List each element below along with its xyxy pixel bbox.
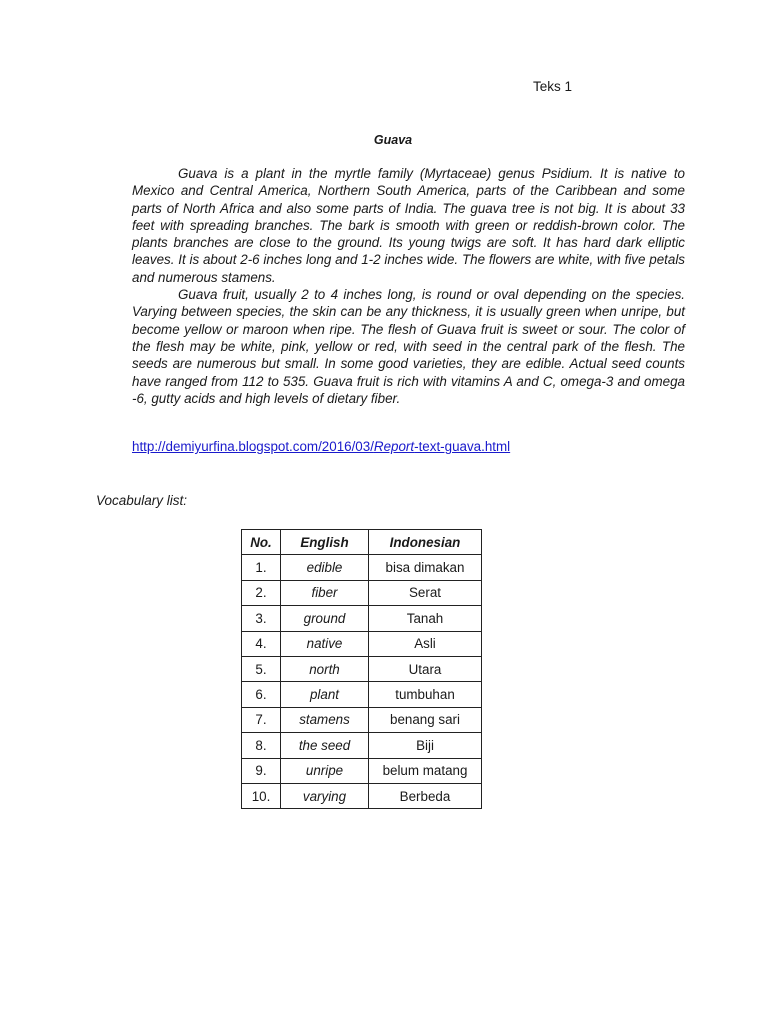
cell-no: 7. — [242, 707, 281, 732]
table-row — [242, 580, 482, 605]
cell-english: edible — [281, 555, 369, 580]
table-header-row — [242, 530, 482, 555]
cell-indonesian: benang sari — [369, 707, 482, 732]
cell-indonesian: bisa dimakan — [369, 555, 482, 580]
source-link-base: http://demiyurfina.blogspot.com/2016/03/ — [132, 439, 374, 454]
vocabulary-table — [241, 529, 482, 809]
cell-no: 6. — [242, 682, 281, 707]
cell-indonesian: Asli — [369, 631, 482, 656]
cell-english: the seed — [281, 733, 369, 758]
table-row — [242, 707, 482, 732]
table-row — [242, 682, 482, 707]
table-row — [242, 606, 482, 631]
source-link-report: Report — [373, 439, 415, 454]
vocabulary-heading: Vocabulary list: — [96, 493, 188, 508]
source-link[interactable] — [132, 439, 510, 454]
cell-english: varying — [281, 783, 369, 808]
cell-english: stamens — [281, 707, 369, 732]
cell-english: ground — [281, 606, 369, 631]
cell-english: native — [281, 631, 369, 656]
cell-indonesian: tumbuhan — [369, 682, 482, 707]
table-row — [242, 733, 482, 758]
table-row — [242, 656, 482, 681]
column-header-english: English — [281, 530, 369, 555]
cell-no: 9. — [242, 758, 281, 783]
cell-no: 1. — [242, 555, 281, 580]
article-body — [132, 165, 685, 407]
cell-no: 8. — [242, 733, 281, 758]
cell-indonesian: Serat — [369, 580, 482, 605]
cell-indonesian: belum matang — [369, 758, 482, 783]
cell-english: north — [281, 656, 369, 681]
cell-no: 10. — [242, 783, 281, 808]
text-number-label: Teks 1 — [533, 79, 573, 94]
cell-english: fiber — [281, 580, 369, 605]
paragraph-description: Guava is a plant in the myrtle family (Myrtaceae) genus Psidium. It is native to Mexico and Central America, Northern South America, parts of the Caribbean and some parts of North Africa and also some parts of India. The guava tree is not big. It is about 33 feet with spreading branches. The bark is smooth with green or reddish-brown color. The plants branches are close to the ground. Its young twigs are soft. It has hard dark elliptic leaves. It is about 2-6 inches long and 1-2 inches wide. The flowers are white, with five petals and numerous stamens. — [132, 166, 685, 285]
table-row — [242, 631, 482, 656]
table-row — [242, 555, 482, 580]
cell-indonesian: Biji — [369, 733, 482, 758]
cell-indonesian: Utara — [369, 656, 482, 681]
source-link-suffix: -text-guava.html — [414, 439, 511, 454]
column-header-no: No. — [242, 530, 281, 555]
cell-no: 4. — [242, 631, 281, 656]
cell-no: 5. — [242, 656, 281, 681]
cell-english: plant — [281, 682, 369, 707]
column-header-indonesian: Indonesian — [369, 530, 482, 555]
document-title: Guava — [373, 133, 413, 147]
paragraph-fruit: Guava fruit, usually 2 to 4 inches long, is round or oval depending on the species. Varying between species, the skin can be any thickness, it is usually green when unripe, but become yellow or maroon when ripe. The flesh of Guava fruit is sweet or sour. The color of the flesh may be white, pink, yellow or red, with seed in the central park of the flesh. The seeds are numerous but small. In some good varieties, they are edible. Actual seed counts have ranged from 112 to 535. Guava fruit is rich with vitamins A and C, omega-3 and omega -6, gutty acids and high levels of dietary fiber. — [132, 287, 685, 406]
table-row — [242, 783, 482, 808]
cell-no: 2. — [242, 580, 281, 605]
cell-indonesian: Berbeda — [369, 783, 482, 808]
table-row — [242, 758, 482, 783]
cell-english: unripe — [281, 758, 369, 783]
cell-no: 3. — [242, 606, 281, 631]
cell-indonesian: Tanah — [369, 606, 482, 631]
